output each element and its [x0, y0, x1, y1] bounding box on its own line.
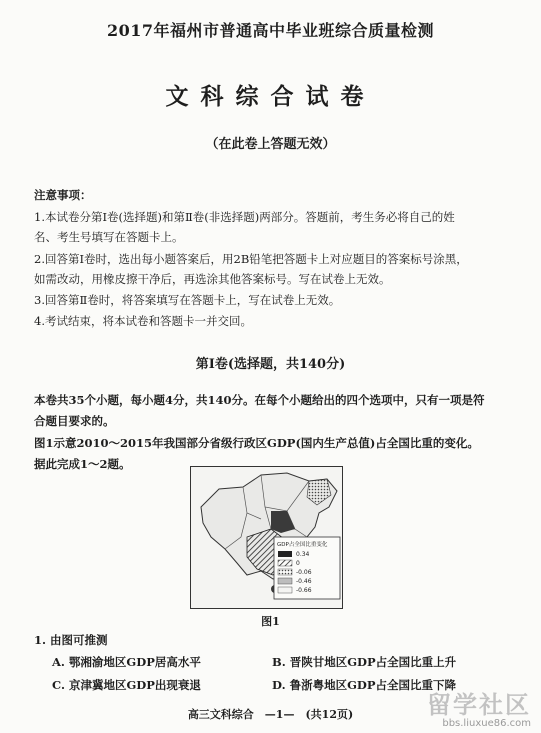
question-stem: 1. 由图可推测: [34, 633, 108, 647]
main-title: 文科综合试卷: [165, 83, 376, 110]
figure-intro-line: 据此完成1～2题。: [34, 457, 131, 471]
legend-value: -0.46: [296, 578, 312, 585]
section-intro-line: 本卷共35个小题，每小题4分，共140分。在每个小题给出的四个选项中，只有一项是符: [34, 393, 485, 407]
legend-title: GDP占全国比重变化: [277, 542, 328, 548]
watermark-brand: 留学社区: [427, 691, 531, 719]
instruction-line: 4.考试结束，将本试卷和答题卡一并交回。: [34, 314, 252, 328]
figure-caption: 图1: [261, 615, 280, 628]
instruction-line: 如需改动，用橡皮擦干净后，再选涂其他答案标号。写在试卷上无效。: [34, 272, 391, 286]
legend-value: -0.66: [296, 587, 312, 594]
figure-intro-line: 图1示意2010～2015年我国部分省级行政区GDP(国内生产总值)占全国比重的变化。: [34, 436, 479, 450]
instruction-line: 名、考生号填写在答题卡上。: [34, 230, 184, 244]
china-map-figure: [190, 466, 343, 609]
option-d: D. 鲁浙粤地区GDP占全国比重下降: [272, 678, 457, 692]
legend-value: 0: [296, 560, 300, 567]
instruction-line: 2.回答第Ⅰ卷时，选出每小题答案后，用2B铅笔把答题卡上对应题目的答案标号涂黑，: [34, 252, 468, 266]
china-map-image: [191, 467, 342, 608]
instruction-line: 3.回答第Ⅱ卷时，将答案填写在答题卡上，写在试卷上无效。: [34, 293, 341, 307]
watermark: [381, 685, 531, 729]
legend-value: -0.06: [296, 569, 312, 576]
instructions-heading: 注意事项：: [34, 188, 92, 202]
watermark-url: bbs.liuxue86.com: [442, 718, 531, 729]
page-footer: 高三文科综合 —1— (共12页): [187, 708, 354, 721]
option-b: B. 晋陕甘地区GDP占全国比重上升: [272, 655, 457, 669]
option-a: A. 鄂湘渝地区GDP居高水平: [52, 655, 201, 669]
instruction-line: 1.本试卷分第Ⅰ卷(选择题)和第Ⅱ卷(非选择题)两部分。答题前，考生务必将自己的姓: [34, 210, 455, 224]
exam-title: 2017年福州市普通高中毕业班综合质量检测: [106, 21, 435, 40]
option-c: C. 京津冀地区GDP出现衰退: [52, 678, 201, 692]
section-title: 第Ⅰ卷(选择题，共140分): [195, 357, 346, 372]
section-intro-line: 合题目要求的。: [34, 414, 115, 428]
legend-value: 0.34: [296, 551, 310, 558]
notice: （在此卷上答题无效）: [205, 137, 336, 152]
